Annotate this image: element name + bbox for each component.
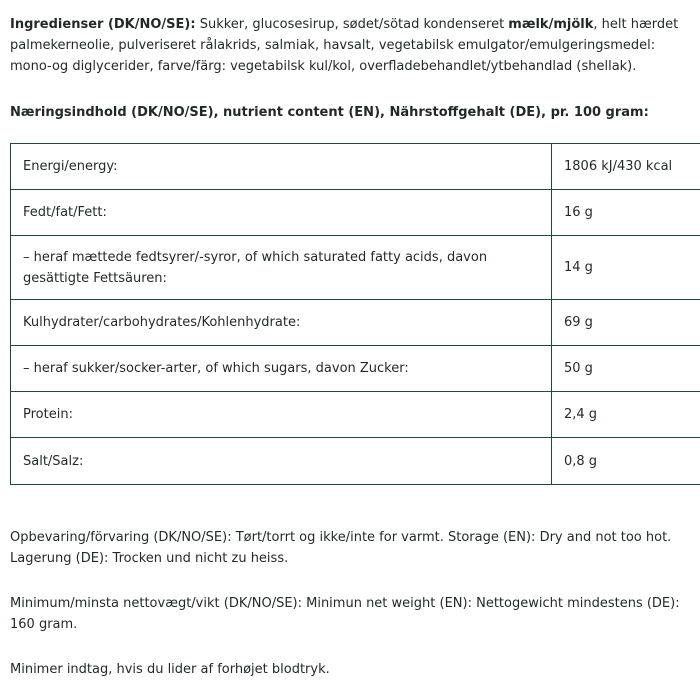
nutrient-value: 50 g: [552, 346, 700, 392]
table-row: [11, 236, 700, 300]
nutrient-label: Fedt/fat/Fett:: [11, 190, 552, 236]
ingredients-paragraph: [10, 14, 690, 77]
ingredients-text-part2: , helt hærdet palmekerneolie, pulveriseret rålakrids, salmiak, havsalt, vegetabilsk emulgator/emulgeringsmedel: mono-og diglycerider, farve/färg: vegetabilsk kul/kol, overfladebehandlet/ytbehandlad (shellak).: [10, 17, 679, 74]
ingredients-label: Ingredienser (DK/NO/SE):: [10, 17, 196, 32]
table-row: [11, 392, 700, 438]
nutrient-value: 1806 kJ/430 kcal: [552, 144, 700, 190]
nutrient-value: 16 g: [552, 190, 700, 236]
nutrient-value: 2,4 g: [552, 392, 700, 438]
nutrition-heading: Næringsindhold (DK/NO/SE), nutrient content (EN), Nährstoffgehalt (DE), pr. 100 gram:: [10, 105, 649, 120]
ingredients-text-part1: Sukker, glucosesirup, sødet/sötad kondenseret: [195, 17, 509, 32]
net-weight-paragraph: Minimum/minsta nettovægt/vikt (DK/NO/SE): Minimun net weight (EN): Nettogewicht mindestens (DE): 160 gram.: [10, 596, 680, 632]
table-row: [11, 300, 700, 346]
nutrient-label: Protein:: [11, 392, 552, 438]
nutrient-label: Kulhydrater/carbohydrates/Kohlenhydrate:: [11, 300, 552, 346]
nutrient-value: 0,8 g: [552, 438, 700, 485]
blood-pressure-advice: Minimer indtag, hvis du lider af forhøjet blodtryk.: [10, 662, 330, 677]
table-row: [11, 346, 700, 392]
table-row: [11, 190, 700, 236]
nutrient-value: 69 g: [552, 300, 700, 346]
nutrient-value: 14 g: [552, 236, 700, 300]
nutrient-label: Energi/energy:: [11, 144, 552, 190]
ingredients-allergen: mælk/mjölk: [508, 17, 594, 32]
table-row: [11, 144, 700, 190]
nutrient-label: Salt/Salz:: [11, 438, 552, 485]
nutrition-table: [10, 143, 700, 485]
table-row: [11, 438, 700, 485]
nutrient-label: – heraf sukker/socker-arter, of which sugars, davon Zucker:: [11, 346, 552, 392]
storage-paragraph: Opbevaring/förvaring (DK/NO/SE): Tørt/torrt og ikke/inte for varmt. Storage (EN): Dry and not too hot. Lagerung (DE): Trocken und nicht zu heiss.: [10, 530, 672, 566]
nutrient-label: – heraf mættede fedtsyrer/-syror, of which saturated fatty acids, davon gesättigte Fettsäuren:: [11, 236, 552, 300]
